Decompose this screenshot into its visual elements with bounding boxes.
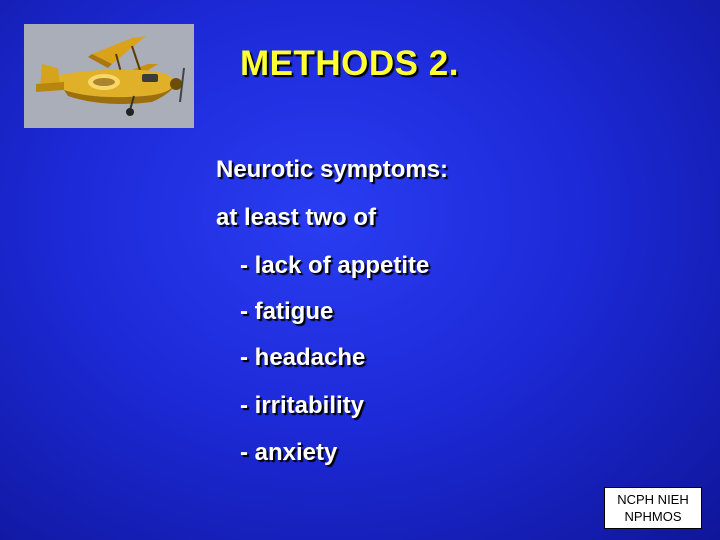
institution-badge bbox=[604, 487, 702, 529]
symptom-item: - headache bbox=[240, 344, 366, 371]
symptom-item: - anxiety bbox=[240, 439, 338, 466]
symptom-item: - fatigue bbox=[240, 298, 334, 325]
symptom-item: - lack of appetite bbox=[240, 252, 430, 279]
badge-line-2: NPHMOS bbox=[624, 509, 682, 524]
slide-title: METHODS 2. bbox=[240, 44, 459, 83]
symptoms-heading: Neurotic symptoms: bbox=[216, 156, 449, 183]
biplane-photo bbox=[24, 24, 194, 128]
symptom-item: - irritability bbox=[240, 392, 365, 419]
criteria-line: at least two of bbox=[216, 204, 377, 231]
badge-line-1: NCPH NIEH bbox=[617, 492, 689, 507]
